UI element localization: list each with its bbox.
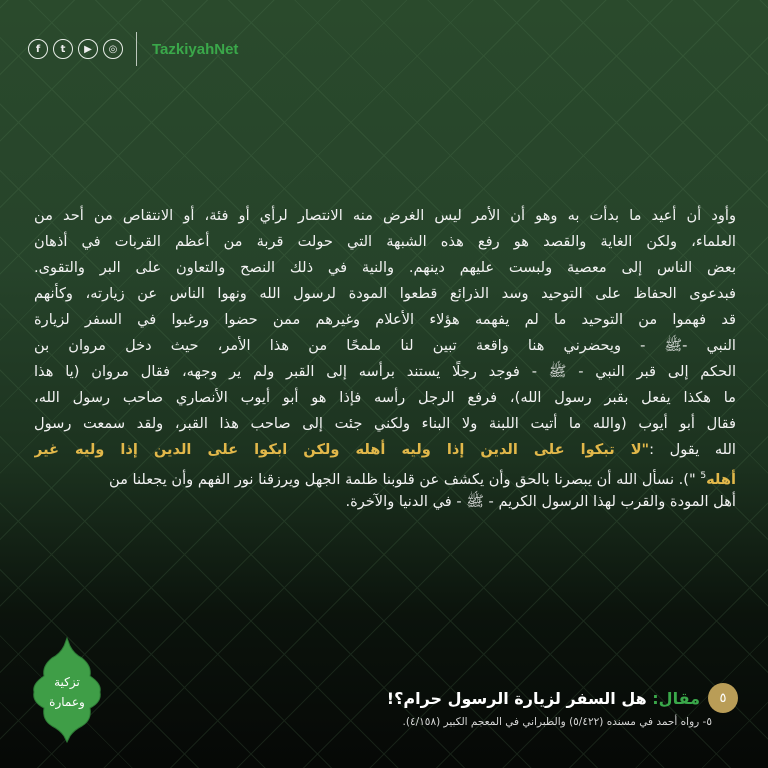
- twitter-icon[interactable]: t: [53, 39, 73, 59]
- text-line: أهل المودة والقرب لهذا الرسول الكريم - ﷺ - في الدنيا والآخرة.: [345, 493, 736, 510]
- text-line: النبي -ﷺ - ويحضرني هنا واقعة تبين لنا ملمحًا من هذا الأمر، حيث دخل مروان بن: [34, 337, 736, 354]
- article-number-badge: ٥: [708, 683, 738, 713]
- text-line: العلماء، ولكن الغاية والقصد هو رفع هذه الشبهة التي حولت قربة من أعظم القربات في أذهان: [34, 233, 736, 250]
- text-line: قد فهموا من التوحيد ما لم يفهمه هؤلاء الأعلام وغيرهم ممن حضوا ورغبوا في السفر لزيارة: [34, 311, 736, 328]
- brand-name[interactable]: TazkiyahNet: [152, 40, 239, 58]
- logo-text-2: وعمارة: [49, 695, 85, 709]
- text-line: بعض الناس إلى معصية ولبست عليهم دينهم. والنية في ذلك النصح والتعاون على البر والتقوى.: [34, 259, 736, 276]
- article-title: [387, 683, 738, 713]
- article-title-text: هل السفر لزيارة الرسول حرام؟!: [386, 688, 647, 708]
- text-line: وأود أن أعيد ما بدأت به وهو أن الأمر ليس الغرض منه الانتصار لرأي أو فئة، أو الانتقاص من أحد من: [34, 207, 736, 224]
- hadith-quote: "لا تبكوا على الدين إذا وليه أهله ولكن ابكوا على الدين إذا وليه غير: [34, 441, 650, 458]
- footnote-ref[interactable]: 5: [700, 471, 707, 481]
- text-line: ما هكذا يفعل بقبر رسول الله)، فرفع الرجل رأسه فإذا هو أبو أيوب الأنصاري صاحب رسول الله،: [34, 389, 736, 406]
- logo-emblem: [30, 636, 104, 744]
- youtube-icon[interactable]: ▶: [78, 39, 98, 59]
- article-label: مقال:: [652, 688, 700, 708]
- text-line: [34, 463, 736, 489]
- logo-text-1: تزكية: [54, 675, 80, 689]
- hadith-quote-end: أهله: [706, 470, 736, 488]
- article-body: [34, 203, 736, 515]
- quote-line: [34, 437, 736, 463]
- text-line: فقال أبو أيوب (والله ما أتيت اللبنة ولا البناء ولكني جئت إلى صاحب هذا القبر، ولقد سمعت رسول: [34, 415, 736, 432]
- instagram-icon[interactable]: ◎: [103, 39, 123, 59]
- text-line: فبدعوى الحفاظ على التوحيد وسد الذرائع قطعوا المودة لرسول الله ونهوا الناس عن زيارته، وكأنهم: [34, 285, 736, 302]
- text: "). نسأل الله أن يبصرنا بالحق وأن يكشف عن قلوبنا ظلمة الجهل ويرزقنا نور الفهم وأن يجعلنا من: [108, 470, 701, 488]
- facebook-icon[interactable]: f: [28, 39, 48, 59]
- header: [28, 32, 238, 66]
- footnote: ٥- رواه أحمد في مسنده (٥/٤٢٢) والطبراني في المعجم الكبير (٤/١٥٨).: [402, 716, 712, 728]
- quote-intro: الله يقول :: [649, 441, 736, 458]
- text-line: الحكم إلى قبر النبي - ﷺ - فوجد رجلًا يستند برأسه إلى القبر ولم ير وجهه، فقال مروان (يا هذا: [34, 363, 736, 380]
- divider: [136, 32, 137, 66]
